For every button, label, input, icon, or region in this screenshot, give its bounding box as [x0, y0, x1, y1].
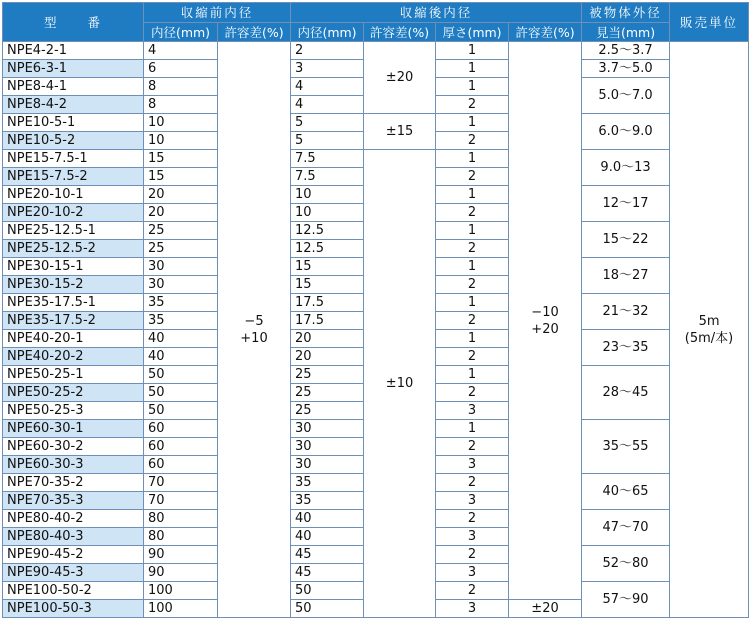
after-inner-cell: 17.5 — [291, 294, 364, 312]
before-inner-cell: 70 — [144, 474, 218, 492]
thickness-cell: 3 — [436, 402, 509, 420]
outer-diameter-cell: 40～65 — [582, 474, 670, 510]
header-after-inner: 収縮後内径 — [291, 3, 582, 23]
thickness-cell: 1 — [436, 258, 509, 276]
model-cell: NPE10-5-2 — [3, 132, 144, 150]
before-inner-cell: 10 — [144, 132, 218, 150]
header-row-top — [3, 3, 749, 23]
thickness-cell: 2 — [436, 312, 509, 330]
before-inner-cell: 15 — [144, 150, 218, 168]
after-inner-cell: 30 — [291, 438, 364, 456]
before-tolerance-line-2: +10 — [240, 330, 268, 346]
outer-diameter-cell: 6.0～9.0 — [582, 114, 670, 150]
outer-diameter-cell: 5.0～7.0 — [582, 78, 670, 114]
outer-diameter-cell: 35～55 — [582, 420, 670, 474]
after-inner-cell: 25 — [291, 384, 364, 402]
outer-diameter-cell: 23～35 — [582, 330, 670, 366]
header-inner-mm-after: 内径(mm) — [291, 23, 364, 42]
after-inner-cell: 12.5 — [291, 222, 364, 240]
before-inner-cell: 90 — [144, 546, 218, 564]
model-cell: NPE25-12.5-2 — [3, 240, 144, 258]
thickness-cell: 1 — [436, 114, 509, 132]
after-inner-cell: 50 — [291, 600, 364, 618]
after-inner-cell: 5 — [291, 114, 364, 132]
model-cell: NPE90-45-3 — [3, 564, 144, 582]
after-inner-cell: 17.5 — [291, 312, 364, 330]
outer-diameter-cell: 2.5～3.7 — [582, 42, 670, 60]
after-inner-cell: 10 — [291, 186, 364, 204]
model-cell: NPE8-4-1 — [3, 78, 144, 96]
table-row — [3, 150, 749, 168]
thickness-cell: 2 — [436, 168, 509, 186]
before-inner-cell: 10 — [144, 114, 218, 132]
after-inner-cell: 25 — [291, 402, 364, 420]
model-cell: NPE90-45-2 — [3, 546, 144, 564]
after-inner-cell: 3 — [291, 60, 364, 78]
before-inner-cell: 15 — [144, 168, 218, 186]
before-inner-cell: 20 — [144, 204, 218, 222]
model-cell: NPE35-17.5-2 — [3, 312, 144, 330]
before-inner-cell: 100 — [144, 600, 218, 618]
model-cell: NPE40-20-1 — [3, 330, 144, 348]
before-inner-cell: 20 — [144, 186, 218, 204]
thickness-cell: 2 — [436, 132, 509, 150]
model-cell: NPE50-25-1 — [3, 366, 144, 384]
thickness-cell: 2 — [436, 546, 509, 564]
before-inner-cell: 8 — [144, 96, 218, 114]
outer-diameter-cell: 15～22 — [582, 222, 670, 258]
outer-diameter-cell: 9.0～13 — [582, 150, 670, 186]
after-inner-cell: 30 — [291, 456, 364, 474]
model-cell: NPE60-30-2 — [3, 438, 144, 456]
model-cell: NPE15-7.5-2 — [3, 168, 144, 186]
model-cell: NPE80-40-2 — [3, 510, 144, 528]
after-inner-cell: 10 — [291, 204, 364, 222]
after-inner-cell: 25 — [291, 366, 364, 384]
before-inner-cell: 35 — [144, 312, 218, 330]
header-covered-outer: 被物体外径 — [582, 3, 670, 23]
thickness-cell: 3 — [436, 492, 509, 510]
model-cell: NPE60-30-3 — [3, 456, 144, 474]
model-cell: NPE60-30-1 — [3, 420, 144, 438]
thickness-cell: 1 — [436, 42, 509, 60]
thickness-cell: 1 — [436, 60, 509, 78]
header-tolerance-thickness: 許容差(%) — [509, 23, 582, 42]
before-inner-cell: 60 — [144, 456, 218, 474]
outer-diameter-cell: 18～27 — [582, 258, 670, 294]
before-inner-cell: 40 — [144, 330, 218, 348]
table-body — [3, 42, 749, 618]
after-inner-cell: 50 — [291, 582, 364, 600]
model-cell: NPE25-12.5-1 — [3, 222, 144, 240]
outer-diameter-cell: 21～32 — [582, 294, 670, 330]
header-tolerance-after: 許容差(%) — [364, 23, 436, 42]
model-cell: NPE20-10-2 — [3, 204, 144, 222]
before-inner-cell: 8 — [144, 78, 218, 96]
thickness-cell: 3 — [436, 564, 509, 582]
before-inner-cell: 30 — [144, 276, 218, 294]
after-inner-cell: 40 — [291, 510, 364, 528]
outer-diameter-cell: 12～17 — [582, 186, 670, 222]
after-inner-cell: 35 — [291, 492, 364, 510]
after-inner-cell: 45 — [291, 546, 364, 564]
before-inner-cell: 25 — [144, 240, 218, 258]
before-inner-cell: 50 — [144, 402, 218, 420]
outer-diameter-cell: 52～80 — [582, 546, 670, 582]
before-inner-cell: 100 — [144, 582, 218, 600]
model-cell: NPE8-4-2 — [3, 96, 144, 114]
after-inner-cell: 7.5 — [291, 168, 364, 186]
before-inner-cell: 70 — [144, 492, 218, 510]
thickness-cell: 1 — [436, 366, 509, 384]
before-inner-cell: 90 — [144, 564, 218, 582]
model-cell: NPE50-25-2 — [3, 384, 144, 402]
model-cell: NPE10-5-1 — [3, 114, 144, 132]
before-inner-cell: 50 — [144, 384, 218, 402]
model-cell: NPE100-50-3 — [3, 600, 144, 618]
thickness-cell: 1 — [436, 150, 509, 168]
before-tolerance-line-1: −5 — [244, 313, 264, 329]
model-cell: NPE30-15-2 — [3, 276, 144, 294]
thickness-cell: 2 — [436, 276, 509, 294]
thickness-cell: 2 — [436, 438, 509, 456]
spec-table — [2, 2, 749, 618]
before-inner-cell: 40 — [144, 348, 218, 366]
table-row — [3, 42, 749, 60]
thickness-tolerance-cell — [509, 42, 582, 600]
before-inner-cell: 4 — [144, 42, 218, 60]
thickness-cell: 1 — [436, 78, 509, 96]
thickness-cell: 1 — [436, 186, 509, 204]
thickness-cell: 1 — [436, 294, 509, 312]
header-sales-unit: 販売単位 — [670, 3, 749, 42]
thickness-tolerance-line-1: −10 — [531, 304, 559, 320]
thickness-cell: 1 — [436, 330, 509, 348]
after-inner-cell: 15 — [291, 258, 364, 276]
before-inner-cell: 6 — [144, 60, 218, 78]
after-tolerance-cell: ±20 — [364, 42, 436, 114]
thickness-tolerance-line-2: +20 — [531, 321, 559, 337]
model-cell: NPE40-20-2 — [3, 348, 144, 366]
thickness-cell: 2 — [436, 384, 509, 402]
thickness-cell: 3 — [436, 528, 509, 546]
after-inner-cell: 15 — [291, 276, 364, 294]
outer-diameter-cell: 47～70 — [582, 510, 670, 546]
model-cell: NPE80-40-3 — [3, 528, 144, 546]
after-inner-cell: 35 — [291, 474, 364, 492]
after-inner-cell: 5 — [291, 132, 364, 150]
before-inner-cell: 30 — [144, 258, 218, 276]
before-inner-cell: 60 — [144, 438, 218, 456]
thickness-cell: 3 — [436, 600, 509, 618]
before-inner-cell: 25 — [144, 222, 218, 240]
model-cell: NPE30-15-1 — [3, 258, 144, 276]
sales-unit-line-1: 5m — [698, 313, 720, 329]
header-inner-mm: 内径(mm) — [144, 23, 218, 42]
model-cell: NPE70-35-3 — [3, 492, 144, 510]
thickness-cell: 2 — [436, 240, 509, 258]
after-inner-cell: 12.5 — [291, 240, 364, 258]
thickness-cell: 1 — [436, 222, 509, 240]
after-inner-cell: 7.5 — [291, 150, 364, 168]
model-cell: NPE6-3-1 — [3, 60, 144, 78]
thickness-cell: 3 — [436, 456, 509, 474]
outer-diameter-cell: 3.7～5.0 — [582, 60, 670, 78]
model-cell: NPE50-25-3 — [3, 402, 144, 420]
sales-unit-cell — [670, 42, 749, 618]
model-cell: NPE35-17.5-1 — [3, 294, 144, 312]
model-cell: NPE15-7.5-1 — [3, 150, 144, 168]
after-inner-cell: 4 — [291, 96, 364, 114]
before-inner-cell: 50 — [144, 366, 218, 384]
model-cell: NPE20-10-1 — [3, 186, 144, 204]
after-inner-cell: 20 — [291, 330, 364, 348]
after-inner-cell: 30 — [291, 420, 364, 438]
model-cell: NPE70-35-2 — [3, 474, 144, 492]
header-before-inner: 収縮前内径 — [144, 3, 291, 23]
after-tolerance-cell: ±10 — [364, 150, 436, 618]
header-model: 型 番 — [3, 3, 144, 42]
outer-diameter-cell: 28～45 — [582, 366, 670, 420]
after-inner-cell: 40 — [291, 528, 364, 546]
thickness-cell: 2 — [436, 96, 509, 114]
model-cell: NPE100-50-2 — [3, 582, 144, 600]
header-estimate: 見当(mm) — [582, 23, 670, 42]
after-inner-cell: 4 — [291, 78, 364, 96]
model-cell: NPE4-2-1 — [3, 42, 144, 60]
header-thickness: 厚さ(mm) — [436, 23, 509, 42]
before-inner-cell: 80 — [144, 510, 218, 528]
before-tolerance-cell — [218, 42, 291, 618]
before-inner-cell: 35 — [144, 294, 218, 312]
after-inner-cell: 20 — [291, 348, 364, 366]
outer-diameter-cell: 57～90 — [582, 582, 670, 618]
after-inner-cell: 2 — [291, 42, 364, 60]
after-inner-cell: 45 — [291, 564, 364, 582]
before-inner-cell: 80 — [144, 528, 218, 546]
before-inner-cell: 60 — [144, 420, 218, 438]
after-tolerance-cell: ±15 — [364, 114, 436, 150]
sales-unit-line-2: (5m/本) — [684, 330, 734, 346]
thickness-cell: 2 — [436, 348, 509, 366]
thickness-tolerance-cell: ±20 — [509, 600, 582, 618]
thickness-cell: 2 — [436, 582, 509, 600]
thickness-cell: 2 — [436, 204, 509, 222]
table-row — [3, 114, 749, 132]
header-tolerance: 許容差(%) — [218, 23, 291, 42]
thickness-cell: 2 — [436, 510, 509, 528]
thickness-cell: 1 — [436, 420, 509, 438]
thickness-cell: 2 — [436, 474, 509, 492]
